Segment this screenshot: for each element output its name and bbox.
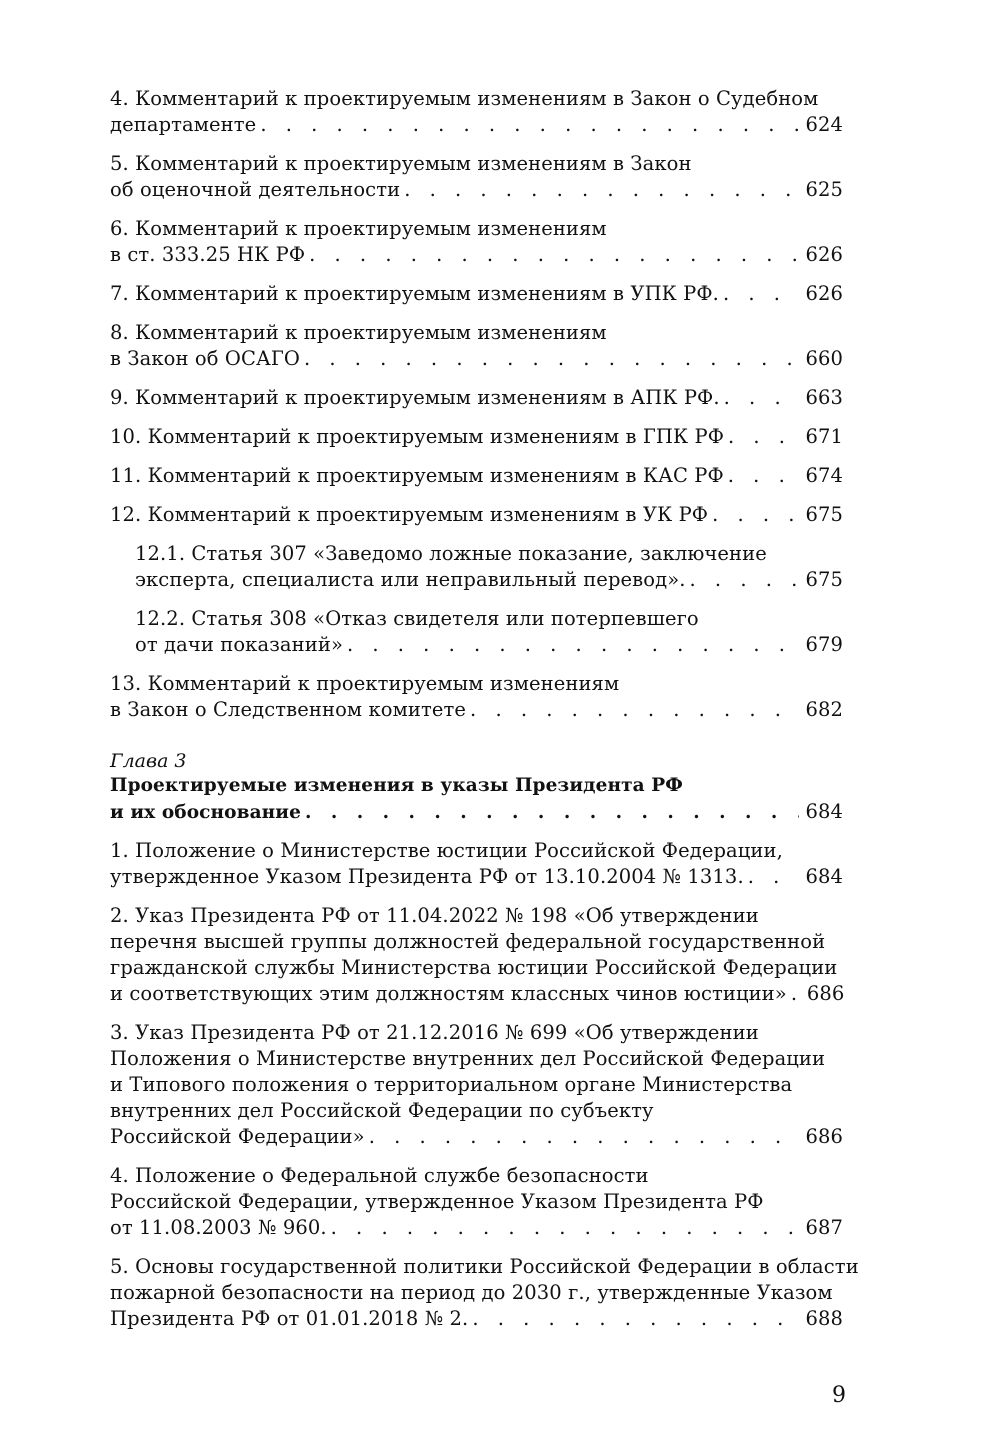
toc-entry-line: 4. Положение о Федеральной службе безопасности [110, 1164, 649, 1187]
table-of-contents [110, 86, 859, 1345]
toc-entry-page: 660 [805, 347, 843, 370]
toc-entry [110, 502, 843, 528]
toc-entry-line: перечня высшей группы должностей федеральной государственной [110, 930, 826, 953]
toc-entry-text: от 11.08.2003 № 960. [110, 1216, 327, 1239]
toc-entry-line: 13. Комментарий к проектируемым изменениям [110, 672, 620, 695]
dot-leader [472, 1306, 799, 1332]
toc-entry-line: 5. Основы государственной политики Российской Федерации в области [110, 1255, 859, 1278]
toc-entry-page: 624 [805, 113, 843, 136]
toc-entry-text: в ст. 333.25 НК РФ [110, 243, 306, 266]
toc-entry [110, 424, 843, 450]
toc-entry-line: 12.2. Статья 308 «Отказ свидетеля или потерпевшего [135, 607, 699, 630]
toc-entry-page: 679 [805, 633, 843, 656]
toc-section-after [110, 838, 859, 1332]
toc-entry-page: 626 [805, 282, 843, 305]
dot-leader [404, 177, 799, 203]
toc-entry-last-line [135, 567, 843, 593]
toc-entry [110, 1163, 843, 1241]
chapter-title-last-line [110, 799, 843, 826]
toc-entry [110, 1020, 843, 1150]
toc-entry-text: 11. Комментарий к проектируемым изменениям в КАС РФ [110, 464, 724, 487]
toc-entry-text: 9. Комментарий к проектируемым изменениям в АПК РФ. [110, 386, 720, 409]
dot-leader [724, 385, 800, 411]
toc-entry-last-line [110, 177, 843, 203]
toc-entry-page: 625 [805, 178, 843, 201]
toc-entry-text: об оценочной деятельности [110, 178, 401, 201]
toc-entry-page: 687 [805, 1216, 843, 1239]
toc-entry-page: 686 [806, 982, 845, 1005]
dot-leader [712, 502, 799, 528]
page-number: 9 [832, 1383, 846, 1408]
toc-entry [110, 671, 843, 723]
toc-entry-line: 5. Комментарий к проектируемым изменениям в Закон [110, 152, 692, 175]
toc-entry-last-line [110, 981, 843, 1007]
toc-entry-line: пожарной безопасности на период до 2030 г., утвержденные Указом [110, 1281, 833, 1304]
toc-entry-text: эксперта, специалиста или неправильный перевод». [135, 568, 686, 591]
toc-entry-line: 3. Указ Президента РФ от 21.12.2016 № 699 «Об утверждении [110, 1021, 759, 1044]
toc-entry [110, 86, 843, 138]
toc-entry-last-line [110, 463, 843, 489]
toc-entry-line: 6. Комментарий к проектируемым изменениям [110, 217, 607, 240]
toc-entry-last-line [110, 1306, 843, 1332]
chapter-title-line: Проектируемые изменения в указы Президента РФ [110, 775, 683, 796]
toc-entry-last-line [110, 112, 843, 138]
toc-entry-last-line [110, 281, 843, 307]
toc-entry-text: утвержденное Указом Президента РФ от 13.10.2004 № 1313. [110, 865, 744, 888]
toc-entry [135, 541, 843, 593]
toc-entry-last-line [110, 864, 843, 890]
dot-leader [470, 697, 799, 723]
toc-entry [110, 838, 843, 890]
toc-entry-line: 8. Комментарий к проектируемым изменениям [110, 321, 607, 344]
dot-leader [304, 346, 800, 372]
toc-entry-last-line [110, 242, 843, 268]
chapter-page: 684 [805, 800, 843, 823]
toc-entry-text: Президента РФ от 01.01.2018 № 2. [110, 1307, 469, 1330]
toc-entry [110, 320, 843, 372]
chapter-label: Глава 3 [110, 750, 187, 772]
toc-entry-text: 10. Комментарий к проектируемым изменениям в ГПК РФ [110, 425, 724, 448]
dot-leader [690, 567, 800, 593]
dot-leader [331, 1215, 800, 1241]
toc-entry-last-line [110, 697, 843, 723]
dot-leader [347, 632, 799, 658]
toc-entry-line: 1. Положение о Министерстве юстиции Российской Федерации, [110, 839, 783, 862]
toc-entry-page: 674 [805, 464, 843, 487]
toc-entry-text: 12. Комментарий к проектируемым изменениям в УК РФ [110, 503, 709, 526]
toc-entry-page: 688 [805, 1307, 843, 1330]
toc-section-before [110, 86, 843, 723]
toc-entry-text: и соответствующих этим должностям классных чинов юстиции» [110, 982, 787, 1005]
toc-entry-text: Российской Федерации» [110, 1125, 365, 1148]
toc-entry [110, 151, 843, 203]
toc-entry [110, 216, 843, 268]
toc-entry-text: в Закон об ОСАГО [110, 347, 300, 370]
toc-entry-page: 682 [805, 698, 843, 721]
dot-leader [369, 1124, 800, 1150]
toc-entry-line: гражданской службы Министерства юстиции Российской Федерации [110, 956, 838, 979]
toc-entry-line: Российской Федерации, утвержденное Указом Президента РФ [110, 1190, 764, 1213]
dot-leader [260, 112, 799, 138]
toc-entry-text: в Закон о Следственном комитете [110, 698, 467, 721]
toc-entry [110, 1254, 859, 1332]
toc-entry [110, 281, 843, 307]
toc-entry-page: 686 [805, 1125, 843, 1148]
toc-entry-line: и Типового положения о территориальном органе Министерства [110, 1073, 793, 1096]
toc-entry-last-line [110, 502, 843, 528]
dot-leader [748, 864, 800, 890]
toc-entry-text: от дачи показаний» [135, 633, 343, 656]
toc-entry [135, 606, 843, 658]
dot-leader [305, 800, 799, 826]
toc-entry-last-line [110, 424, 843, 450]
toc-entry-line: внутренних дел Российской Федерации по субъекту [110, 1099, 654, 1122]
toc-entry-page: 684 [805, 865, 843, 888]
chapter-heading [110, 749, 843, 826]
toc-entry-line: 2. Указ Президента РФ от 11.04.2022 № 198 «Об утверждении [110, 904, 759, 927]
dot-leader [728, 424, 799, 450]
toc-entry-line: Положения о Министерстве внутренних дел Российской Федерации [110, 1047, 826, 1070]
toc-entry-last-line [110, 346, 843, 372]
dot-leader [791, 981, 801, 1007]
toc-entry [110, 385, 843, 411]
toc-entry [110, 463, 843, 489]
toc-entry-page: 626 [805, 243, 843, 266]
toc-entry-page: 675 [805, 568, 843, 591]
toc-entry-line: 12.1. Статья 307 «Заведомо ложные показание, заключение [135, 542, 767, 565]
chapter-title-last: и их обоснование [110, 802, 301, 823]
toc-entry-last-line [110, 1124, 843, 1150]
toc-entry-text: 7. Комментарий к проектируемым изменениям в УПК РФ. [110, 282, 719, 305]
toc-entry [110, 903, 843, 1007]
toc-entry-last-line [135, 632, 843, 658]
toc-entry-last-line [110, 1215, 843, 1241]
dot-leader [728, 463, 800, 489]
toc-entry-last-line [110, 385, 843, 411]
toc-entry-text: департаменте [110, 113, 257, 136]
toc-entry-line: 4. Комментарий к проектируемым изменениям в Закон о Судебном [110, 87, 819, 110]
dot-leader [309, 242, 799, 268]
toc-entry-page: 671 [805, 425, 843, 448]
dot-leader [723, 281, 799, 307]
toc-entry-page: 663 [805, 386, 843, 409]
toc-entry-page: 675 [805, 503, 843, 526]
